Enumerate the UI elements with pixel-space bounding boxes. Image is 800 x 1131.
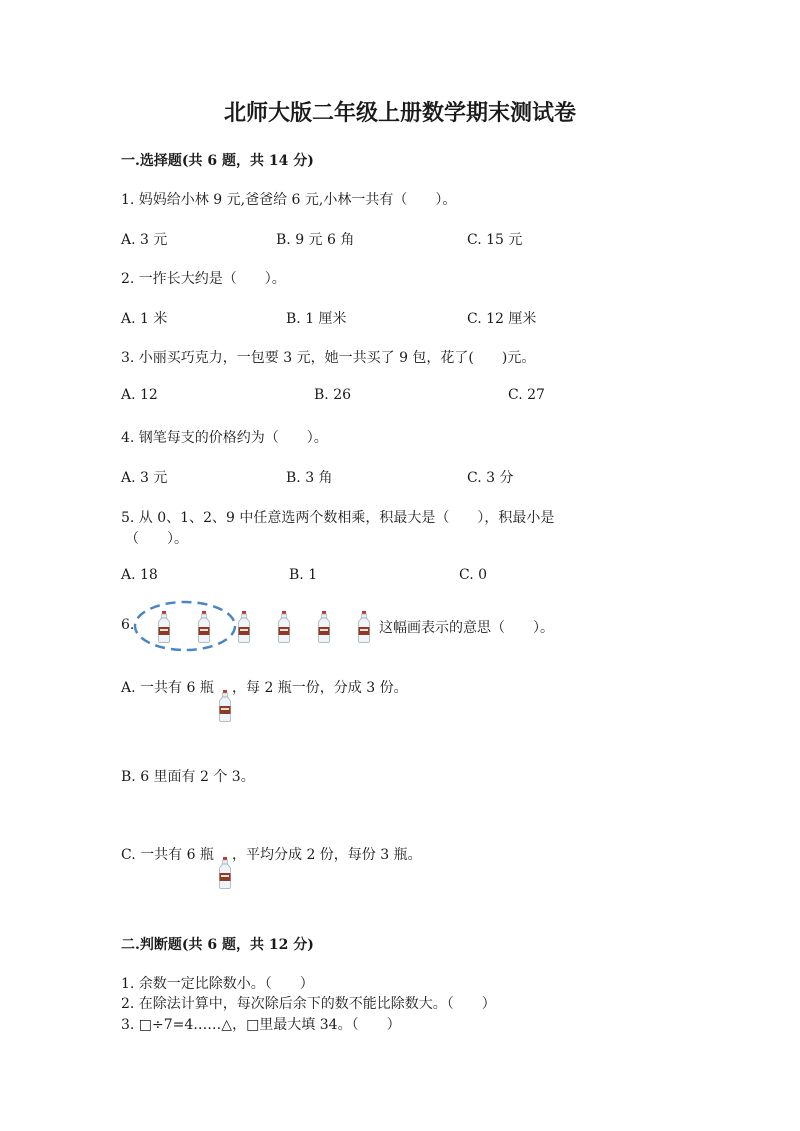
q2-option-a: A. 1 米: [121, 311, 168, 327]
judgement-item-1: 1. 余数一定比除数小。（ ）: [121, 976, 314, 992]
question-6-number: 6.: [121, 617, 135, 633]
question-2: 2. 一拃长大约是（ ）。: [121, 271, 286, 287]
section-heading-judgement: 二.判断题(共 6 题，共 12 分): [121, 937, 314, 953]
q1-option-c: C. 15 元: [467, 232, 523, 248]
bottle-icon: [157, 611, 171, 643]
q4-option-c: C. 3 分: [467, 470, 514, 486]
question-1: 1. 妈妈给小林 9 元,爸爸给 6 元,小林一共有（ ）。: [121, 192, 457, 208]
q6-option-c-part-1: C. 一共有 6 瓶: [121, 847, 214, 863]
q2-option-b: B. 1 厘米: [286, 311, 347, 327]
q6-option-a-part-2: ，每 2 瓶一份，分成 3 份。: [232, 680, 408, 696]
q4-option-a: A. 3 元: [121, 470, 168, 486]
question-5-line-2: （ ）。: [125, 531, 188, 547]
page-title: 北师大版二年级上册数学期末测试卷: [223, 100, 576, 126]
q5-option-b: B. 1: [289, 567, 318, 583]
q5-option-a: A. 18: [121, 567, 158, 583]
q3-option-a: A. 12: [121, 387, 158, 403]
question-3: 3. 小丽买巧克力，一包要 3 元，她一共买了 9 包，花了( )元。: [121, 350, 536, 366]
q3-option-b: B. 26: [314, 387, 352, 403]
section-heading-choice: 一.选择题(共 6 题，共 14 分): [121, 153, 314, 169]
bottle-icon: [357, 611, 371, 643]
q2-option-c: C. 12 厘米: [467, 311, 537, 327]
question-6-stem: 这幅画表示的意思（ ）。: [379, 620, 554, 636]
bottle-icon: [237, 611, 251, 643]
q4-option-b: B. 3 角: [286, 470, 333, 486]
q1-option-b: B. 9 元 6 角: [276, 232, 355, 248]
q5-option-c: C. 0: [459, 567, 488, 583]
bottle-icon: [218, 857, 232, 889]
dashed-group-ellipse: [132, 598, 238, 654]
q6-option-b: B. 6 里面有 2 个 3。: [121, 769, 255, 785]
q6-option-c-part-2: ，平均分成 2 份，每份 3 瓶。: [232, 847, 422, 863]
judgement-item-2: 2. 在除法计算中，每次除后余下的数不能比除数大。（ ）: [121, 996, 496, 1012]
judgement-item-3: 3. □÷7=4……△，□里最大填 34。（ ）: [121, 1017, 401, 1033]
bottle-icon: [197, 611, 211, 643]
bottle-icon: [277, 611, 291, 643]
q6-option-a-part-1: A. 一共有 6 瓶: [121, 680, 214, 696]
bottle-icon: [317, 611, 331, 643]
question-4: 4. 钢笔每支的价格约为（ ）。: [121, 430, 328, 446]
q3-option-c: C. 27: [508, 387, 545, 403]
bottle-icon: [218, 690, 232, 722]
question-5-line-1: 5. 从 0、1、2、9 中任意选两个数相乘，积最大是（ ），积最小是: [121, 510, 555, 526]
q1-option-a: A. 3 元: [121, 232, 168, 248]
